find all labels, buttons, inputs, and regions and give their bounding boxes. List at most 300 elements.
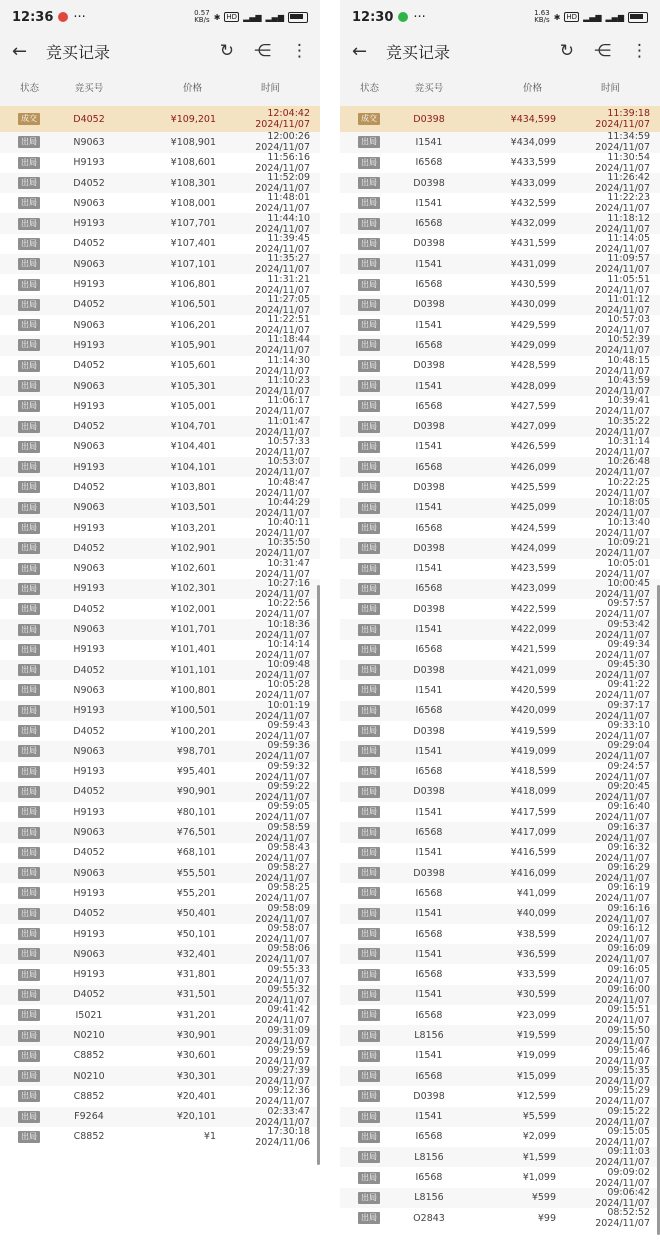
table-row [340,295,660,315]
bid-time: 09:16:12 2024/11/07 [595,923,650,946]
bid-time: 11:30:54 2024/11/07 [595,151,650,174]
bid-time: 11:39:45 2024/11/07 [255,232,310,255]
bid-price: ¥20,101 [176,1111,216,1123]
app-bar [0,34,320,68]
table-row [0,863,320,883]
bid-code: L8156 [414,1030,444,1041]
status-bar [340,0,660,34]
bid-code: H9193 [73,461,105,473]
table-row [0,356,320,376]
table-row [340,1107,660,1127]
bid-code: I6568 [415,1131,443,1143]
status-badge: 出局 [358,299,380,311]
bid-price: ¥421,599 [510,644,556,656]
bid-price: ¥108,001 [170,197,216,209]
signal2-icon: ▂▄▆ [265,12,284,22]
bid-price: ¥30,301 [176,1070,216,1082]
bid-code: N9063 [73,684,105,696]
status-badge: 出局 [358,1111,380,1123]
bid-time: 11:10:23 2024/11/07 [255,375,310,398]
table-row [340,579,660,599]
bid-time: 09:15:22 2024/11/07 [595,1105,650,1128]
table-row [0,335,320,355]
bid-time: 09:12:36 2024/11/07 [255,1085,310,1108]
table-row [340,1167,660,1187]
status-badge: 出局 [358,766,380,778]
bid-time: 10:22:25 2024/11/07 [595,476,650,499]
table-row [0,1086,320,1106]
table-row [340,1046,660,1066]
bid-price: ¥427,099 [510,421,556,433]
bid-code: H9193 [73,705,105,717]
bid-code: D0398 [413,664,445,676]
bid-time: 09:59:22 2024/11/07 [255,780,310,803]
status-badge: 出局 [358,1192,380,1204]
bid-code: D4052 [73,542,105,554]
bid-time: 09:16:37 2024/11/07 [595,821,650,844]
column-header [340,68,660,106]
bid-code: H9193 [73,806,105,818]
bid-code: D4052 [73,177,105,189]
bid-price: ¥23,099 [516,1009,556,1021]
status-badge: 出局 [18,887,40,899]
bid-time: 09:58:59 2024/11/07 [255,821,310,844]
status-badge: 出局 [18,319,40,331]
bid-time: 10:22:56 2024/11/07 [255,598,310,621]
status-badge: 出局 [18,1131,40,1143]
table-row [340,457,660,477]
bid-time: 11:09:57 2024/11/07 [595,253,650,276]
status-badge: 出局 [18,908,40,920]
bid-price: ¥108,301 [170,177,216,189]
bid-time: 11:01:12 2024/11/07 [595,293,650,316]
bid-price: ¥430,599 [510,279,556,291]
status-badge: 出局 [18,502,40,514]
bid-time: 10:26:48 2024/11/07 [595,456,650,479]
status-badge: 出局 [18,1009,40,1021]
bid-code: I6568 [415,339,443,351]
bid-code: H9193 [73,400,105,412]
status-badge: 出局 [358,136,380,148]
status-badge: 出局 [18,827,40,839]
status-badge: 出局 [18,806,40,818]
bid-price: ¥422,099 [510,624,556,636]
bid-code: I6568 [415,1009,443,1021]
status-badge: 出局 [358,948,380,960]
table-row [340,213,660,233]
status-badge: 出局 [18,644,40,656]
bid-time: 11:44:10 2024/11/07 [255,212,310,235]
bid-price: ¥599 [531,1192,556,1204]
status-badge: 出局 [18,1050,40,1062]
table-row [0,762,320,782]
bid-code: I6568 [415,583,443,595]
bid-code: D4052 [73,360,105,372]
table-row [0,234,320,254]
bid-code: N9063 [73,948,105,960]
table-row [0,1107,320,1127]
bid-price: ¥76,501 [176,827,216,839]
table-row [0,559,320,579]
bid-code: N0210 [73,1070,105,1082]
bid-price: ¥108,601 [170,157,216,169]
bid-time: 09:59:36 2024/11/07 [255,740,310,763]
bid-price: ¥90,901 [176,786,216,798]
bid-code: H9193 [73,583,105,595]
page-title: 竞买记录 [386,42,451,62]
bid-code: D0398 [413,481,445,493]
status-badge: 出局 [358,624,380,636]
table-row [0,1046,320,1066]
bid-time: 09:11:03 2024/11/07 [595,1146,650,1169]
table-row [0,477,320,497]
bid-code: I6568 [415,461,443,473]
status-badge: 出局 [358,1090,380,1102]
divider [320,0,340,1248]
bid-price: ¥434,599 [510,113,556,125]
bid-price: ¥102,001 [170,603,216,615]
table-row [0,376,320,396]
bid-code: L8156 [414,1151,444,1163]
bid-price: ¥425,599 [510,481,556,493]
bid-code: I5021 [75,1009,103,1021]
bid-time: 11:22:23 2024/11/07 [595,192,650,215]
bid-code: H9193 [73,887,105,899]
status-badge: 成交 [358,113,380,125]
status-badge: 出局 [18,563,40,575]
bid-time: 10:40:11 2024/11/07 [255,517,310,540]
bid-time: 09:59:05 2024/11/07 [255,801,310,824]
bid-code: D0398 [413,360,445,372]
bid-price: ¥417,099 [510,827,556,839]
share-icon[interactable]: ⋲ [594,41,611,61]
net-speed: 1.63 KB/s [534,9,550,24]
more-vertical-icon[interactable]: ⋮ [631,41,648,61]
status-badge: 出局 [358,867,380,879]
bid-time: 11:01:47 2024/11/07 [255,415,310,438]
table-row [340,599,660,619]
bid-code: C8852 [73,1090,105,1102]
bid-record-table [340,106,660,1228]
table-row [0,416,320,436]
bid-time: 09:29:59 2024/11/07 [255,1044,310,1067]
bid-code: I1541 [415,624,443,636]
bid-time: 11:14:30 2024/11/07 [255,354,310,377]
table-row [340,762,660,782]
status-badge: 出局 [358,847,380,859]
status-badge: 出局 [18,624,40,636]
table-row [340,701,660,721]
table-row [0,924,320,944]
status-badge: 出局 [358,1172,380,1184]
bid-price: ¥80,101 [176,806,216,818]
bid-price: ¥425,099 [510,502,556,514]
bid-price: ¥100,801 [170,684,216,696]
bid-time: 11:56:16 2024/11/07 [255,151,310,174]
bid-price: ¥419,099 [510,745,556,757]
table-row [340,1086,660,1106]
bid-code: N9063 [73,745,105,757]
col-status: 状态 [360,83,380,94]
bid-price: ¥5,599 [522,1111,556,1123]
bid-time: 09:41:42 2024/11/07 [255,1004,310,1027]
table-row [340,274,660,294]
status-badge: 出局 [358,339,380,351]
app-bar [340,34,660,68]
bid-code: H9193 [73,279,105,291]
status-time: 12:36 [12,9,54,25]
status-badge: 出局 [358,502,380,514]
table-row [0,193,320,213]
table-row [0,985,320,1005]
table-row [0,822,320,842]
status-badge: 出局 [358,1030,380,1042]
table-row [340,538,660,558]
bid-code: H9193 [73,766,105,778]
bid-price: ¥423,599 [510,563,556,575]
table-row [340,173,660,193]
bid-price: ¥1 [203,1131,216,1143]
status-badge: 出局 [18,299,40,311]
bid-code: N9063 [73,136,105,148]
status-badge: 出局 [18,157,40,169]
table-row [0,457,320,477]
table-row [340,254,660,274]
bid-price: ¥431,099 [510,258,556,270]
bid-time: 09:58:25 2024/11/07 [255,882,310,905]
table-row [340,477,660,497]
table-row [0,904,320,924]
table-row [0,660,320,680]
signal-icon: ▂▄▆ [243,12,262,22]
bid-time: 09:41:22 2024/11/07 [595,679,650,702]
table-row [0,538,320,558]
bid-price: ¥20,401 [176,1090,216,1102]
table-row [0,640,320,660]
table-row [340,416,660,436]
column-header [0,68,320,106]
status-time: 12:30 [352,9,394,25]
bid-price: ¥420,599 [510,684,556,696]
bid-time: 10:31:14 2024/11/07 [595,435,650,458]
bid-price: ¥100,501 [170,705,216,717]
bid-price: ¥424,099 [510,542,556,554]
table-row [340,741,660,761]
bid-code: I6568 [415,1172,443,1184]
bid-price: ¥420,099 [510,705,556,717]
share-icon[interactable]: ⋲ [254,41,271,61]
bid-time: 10:39:41 2024/11/07 [595,395,650,418]
bid-code: D0398 [413,786,445,798]
bid-price: ¥107,701 [170,218,216,230]
status-badge: 出局 [358,1050,380,1062]
bid-time: 09:53:42 2024/11/07 [595,618,650,641]
bid-time: 09:09:02 2024/11/07 [595,1166,650,1189]
status-badge: 出局 [18,928,40,940]
bid-price: ¥101,401 [170,644,216,656]
status-badge: 出局 [18,542,40,554]
status-badge: 出局 [18,867,40,879]
bid-time: 09:49:34 2024/11/07 [595,638,650,661]
bid-code: I1541 [415,847,443,859]
table-row [0,944,320,964]
bid-code: I1541 [415,441,443,453]
table-row [0,153,320,173]
status-badge: 出局 [358,908,380,920]
bid-price: ¥429,099 [510,339,556,351]
bid-price: ¥104,701 [170,421,216,433]
table-row [0,213,320,233]
table-row [340,356,660,376]
table-row [340,193,660,213]
bid-price: ¥426,099 [510,461,556,473]
table-row [340,234,660,254]
bid-code: I6568 [415,522,443,534]
table-row [340,640,660,660]
table-row [340,437,660,457]
bid-price: ¥106,801 [170,279,216,291]
bid-time: 10:35:22 2024/11/07 [595,415,650,438]
table-row [340,106,660,132]
table-row [0,1066,320,1086]
status-badge: 出局 [18,847,40,859]
bid-time: 09:24:57 2024/11/07 [595,760,650,783]
table-row [0,315,320,335]
table-row [0,396,320,416]
bid-code: N9063 [73,380,105,392]
bid-code: I1541 [415,136,443,148]
col-time: 时间 [600,83,620,94]
bid-price: ¥422,599 [510,603,556,615]
bid-time: 09:55:33 2024/11/07 [255,963,310,986]
status-badge: 出局 [18,400,40,412]
bid-price: ¥105,601 [170,360,216,372]
bid-time: 09:15:05 2024/11/07 [595,1126,650,1148]
table-row [0,843,320,863]
bid-time: 10:48:47 2024/11/07 [255,476,310,499]
bid-time: 10:05:01 2024/11/07 [595,557,650,580]
bid-time: 11:26:42 2024/11/07 [595,172,650,195]
bid-time: 11:18:12 2024/11/07 [595,212,650,235]
bid-price: ¥432,599 [510,197,556,209]
bid-code: D0398 [413,113,445,125]
status-badge: 出局 [358,441,380,453]
bid-code: N9063 [73,319,105,331]
bid-code: I1541 [415,502,443,514]
status-badge: 出局 [18,218,40,230]
table-row [340,985,660,1005]
col-time: 时间 [260,83,280,94]
refresh-icon[interactable]: ↻ [559,41,574,61]
more-vertical-icon[interactable]: ⋮ [291,41,308,61]
bid-price: ¥423,099 [510,583,556,595]
bid-price: ¥104,101 [170,461,216,473]
table-row [0,1025,320,1045]
bid-price: ¥416,099 [510,867,556,879]
status-badge: 出局 [358,644,380,656]
table-row [340,782,660,802]
bid-time: 09:16:16 2024/11/07 [595,902,650,925]
table-row [0,883,320,903]
bid-time: 10:31:47 2024/11/07 [255,557,310,580]
status-badge: 出局 [18,461,40,473]
bid-price: ¥36,599 [516,948,556,960]
bid-code: I6568 [415,887,443,899]
table-row [340,376,660,396]
bid-code: I6568 [415,157,443,169]
bid-code: N9063 [73,502,105,514]
back-arrow-icon[interactable]: ← [12,40,28,62]
status-badge: 出局 [18,725,40,737]
refresh-icon[interactable]: ↻ [219,41,234,61]
status-badge: 出局 [358,705,380,717]
more-notifications-icon: ··· [413,9,426,25]
status-badge: 出局 [18,197,40,209]
bid-price: ¥106,501 [170,299,216,311]
status-badge: 出局 [18,1030,40,1042]
bid-code: D0398 [413,299,445,311]
table-row [340,518,660,538]
bid-time: 09:15:29 2024/11/07 [595,1085,650,1108]
bid-time: 10:13:40 2024/11/07 [595,517,650,540]
bid-code: L8156 [414,1192,444,1204]
status-badge: 出局 [18,238,40,250]
col-status: 状态 [20,83,40,94]
table-row [340,498,660,518]
bid-code: N9063 [73,197,105,209]
bid-code: N9063 [73,258,105,270]
status-badge: 出局 [358,461,380,473]
table-row [0,701,320,721]
bid-price: ¥102,301 [170,583,216,595]
bid-time: 09:20:45 2024/11/07 [595,780,650,803]
bid-time: 10:18:05 2024/11/07 [595,496,650,519]
bid-code: I1541 [415,563,443,575]
bid-time: 09:16:19 2024/11/07 [595,882,650,905]
bid-code: I6568 [415,705,443,717]
bid-time: 11:27:05 2024/11/07 [255,293,310,316]
bid-time: 11:35:27 2024/11/07 [255,253,310,276]
bid-time: 09:16:32 2024/11/07 [595,841,650,864]
bid-price: ¥431,599 [510,238,556,250]
col-price: 价格 [522,83,542,94]
bid-time: 09:06:42 2024/11/07 [595,1186,650,1209]
status-badge: 出局 [358,928,380,940]
bluetooth-icon: ✱ [553,12,561,22]
bid-code: H9193 [73,339,105,351]
table-row [0,498,320,518]
bid-time: 09:45:30 2024/11/07 [595,659,650,682]
back-arrow-icon[interactable]: ← [352,40,368,62]
status-badge: 出局 [18,1090,40,1102]
bid-price: ¥427,599 [510,400,556,412]
table-row [0,274,320,294]
bid-price: ¥109,201 [170,113,216,125]
status-badge: 出局 [358,1009,380,1021]
status-badge: 出局 [358,786,380,798]
table-row [340,964,660,984]
bid-time: 11:14:05 2024/11/07 [595,232,650,255]
bid-time: 09:37:17 2024/11/07 [595,699,650,722]
table-row [0,782,320,802]
bid-code: D4052 [73,908,105,920]
bid-record-table [0,106,320,1147]
bid-price: ¥41,099 [516,887,556,899]
bid-price: ¥50,401 [176,908,216,920]
bid-time: 09:16:29 2024/11/07 [595,862,650,885]
bid-code: D4052 [73,725,105,737]
bid-price: ¥33,599 [516,969,556,981]
